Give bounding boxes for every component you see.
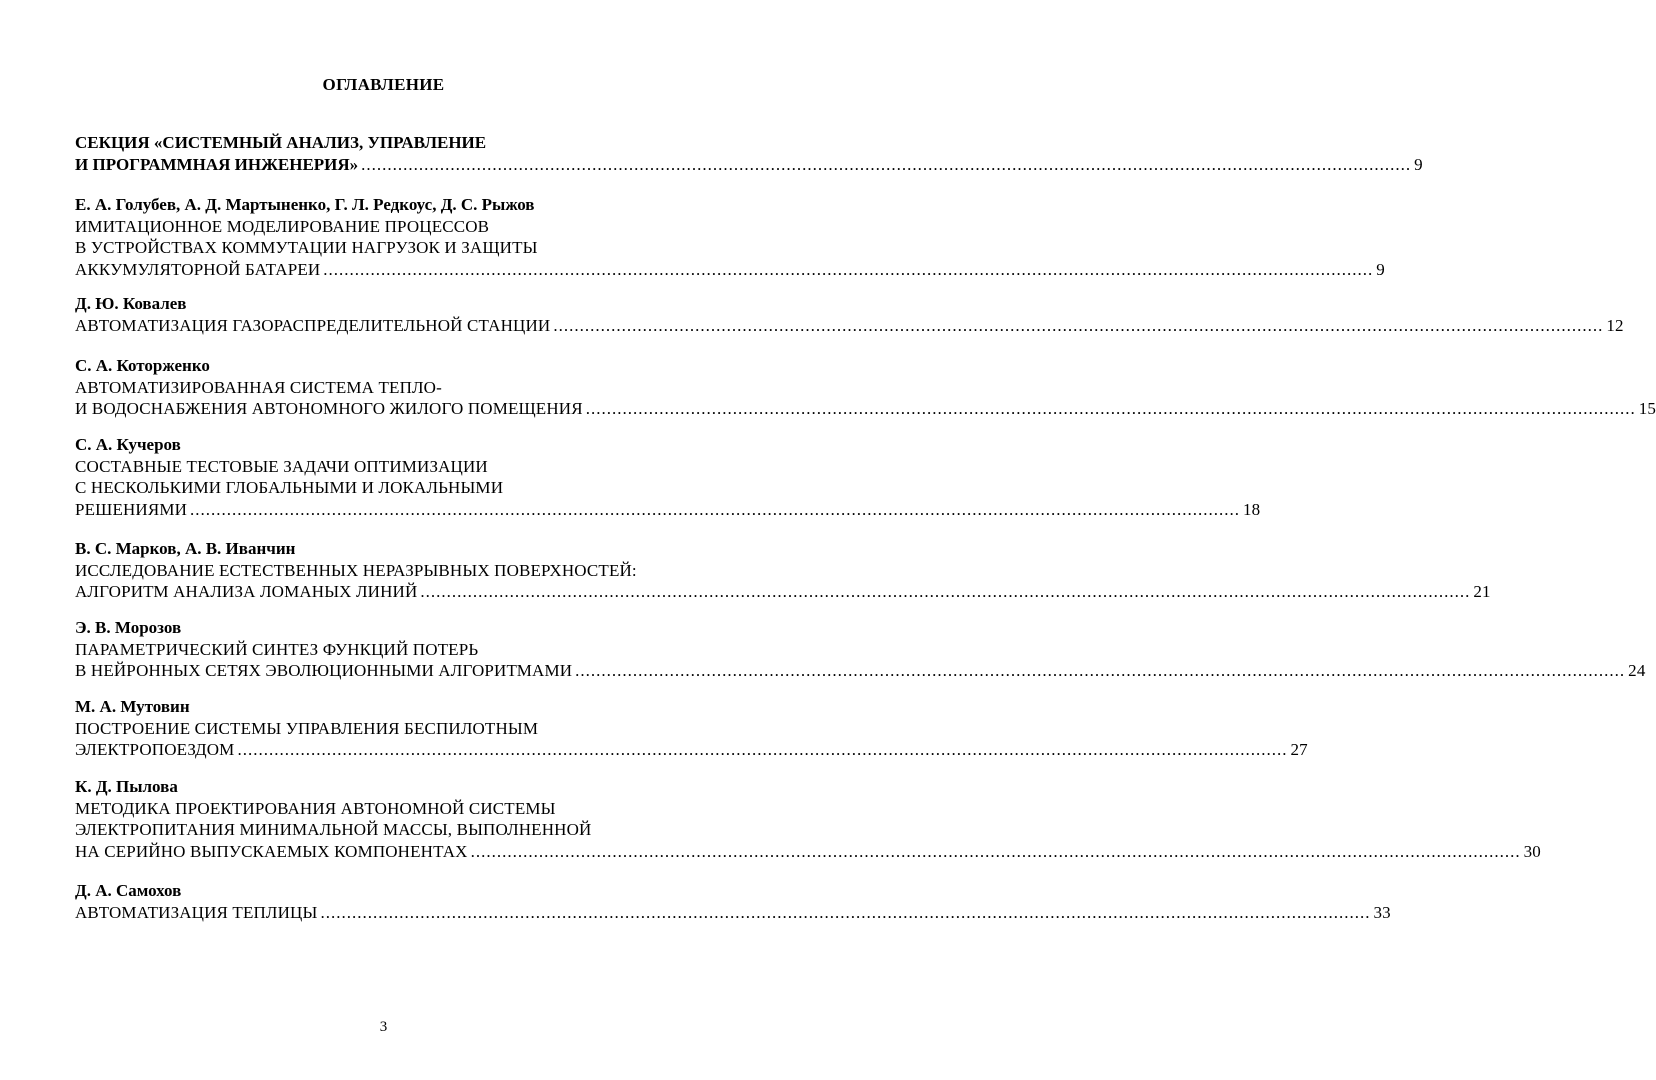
- toc-entry[interactable]: [75, 434, 1261, 520]
- entry-authors: С. А. Которженко: [75, 356, 210, 375]
- dot-leader: ........................................................................................................................................................................................................: [585, 399, 1636, 419]
- entry-title-last-line: [75, 315, 1624, 337]
- entry-title-text: АККУМУЛЯТОРНОЙ БАТАРЕИ: [75, 259, 321, 279]
- entry-title-last-line: [75, 259, 1385, 281]
- entry-title-text: АЛГОРИТМ АНАЛИЗА ЛОМАНЫХ ЛИНИЙ: [75, 582, 418, 602]
- entry-page-number: 30: [1523, 841, 1541, 861]
- entry-title-last-line: [75, 841, 1541, 863]
- entry-page-number: 9: [1376, 259, 1385, 279]
- toc-entry[interactable]: [75, 194, 1385, 280]
- entry-title-last-line: [75, 902, 1391, 924]
- entry-authors: Д. А. Самохов: [75, 881, 182, 900]
- entry-title-line: ПАРАМЕТРИЧЕСКИЙ СИНТЕЗ ФУНКЦИЙ ПОТЕРЬ: [75, 639, 479, 659]
- dot-leader: ........................................................................................................................................................................................................: [361, 154, 1412, 174]
- entry-title-text: НА СЕРИЙНО ВЫПУСКАЕМЫХ КОМПОНЕНТАХ: [75, 841, 468, 861]
- entry-title-line: АВТОМАТИЗИРОВАННАЯ СИСТЕМА ТЕПЛО-: [75, 377, 442, 397]
- entry-title-last-line: [75, 581, 1491, 603]
- toc-entry[interactable]: [75, 880, 1391, 923]
- entry-page-number: 33: [1373, 902, 1391, 922]
- toc-entry[interactable]: [75, 617, 1646, 682]
- entry-page-number: 21: [1473, 582, 1491, 602]
- page-title: ОГЛАВЛЕНИЕ: [322, 75, 445, 94]
- dot-leader: ........................................................................................................................................................................................................: [420, 582, 1471, 602]
- toc-entry[interactable]: [75, 776, 1541, 862]
- section-title-line: СЕКЦИЯ «СИСТЕМНЫЙ АНАЛИЗ, УПРАВЛЕНИЕ: [75, 133, 487, 152]
- toc-section[interactable]: [75, 132, 1423, 175]
- entry-authors: В. С. Марков, А. В. Иванчин: [75, 539, 296, 558]
- dot-leader: ........................................................................................................................................................................................................: [237, 740, 1288, 760]
- document-page: [75, 0, 1656, 1080]
- entry-title-line: С НЕСКОЛЬКИМИ ГЛОБАЛЬНЫМИ И ЛОКАЛЬНЫМИ: [75, 478, 504, 498]
- entry-title-text: АВТОМАТИЗАЦИЯ ГАЗОРАСПРЕДЕЛИТЕЛЬНОЙ СТАНЦИИ: [75, 315, 551, 335]
- entry-title-line: МЕТОДИКА ПРОЕКТИРОВАНИЯ АВТОНОМНОЙ СИСТЕМЫ: [75, 798, 556, 818]
- entry-title-line: ЭЛЕКТРОПИТАНИЯ МИНИМАЛЬНОЙ МАССЫ, ВЫПОЛНЕННОЙ: [75, 820, 592, 840]
- page-number: 3: [379, 1019, 388, 1035]
- section-title-last-line: [75, 154, 1423, 176]
- entry-authors: Э. В. Морозов: [75, 618, 182, 637]
- entry-title-line: ПОСТРОЕНИЕ СИСТЕМЫ УПРАВЛЕНИЯ БЕСПИЛОТНЫМ: [75, 718, 539, 738]
- section-title-text: И ПРОГРАММНАЯ ИНЖЕНЕРИЯ»: [75, 154, 359, 174]
- entry-title-text: РЕШЕНИЯМИ: [75, 499, 188, 519]
- entry-title-text: И ВОДОСНАБЖЕНИЯ АВТОНОМНОГО ЖИЛОГО ПОМЕЩЕНИЯ: [75, 399, 583, 419]
- entry-page-number: 18: [1243, 499, 1261, 519]
- toc-entry[interactable]: [75, 696, 1308, 761]
- toc-entry[interactable]: [75, 293, 1624, 336]
- section-page-number: 9: [1414, 154, 1423, 174]
- dot-leader: ........................................................................................................................................................................................................: [553, 315, 1604, 335]
- dot-leader: ........................................................................................................................................................................................................: [190, 499, 1241, 519]
- toc-entry[interactable]: [75, 538, 1491, 603]
- entry-title-text: АВТОМАТИЗАЦИЯ ТЕПЛИЦЫ: [75, 902, 318, 922]
- dot-leader: ........................................................................................................................................................................................................: [323, 259, 1374, 279]
- entry-authors: Д. Ю. Ковалев: [75, 294, 187, 313]
- entry-authors: К. Д. Пылова: [75, 777, 178, 796]
- entry-title-line: СОСТАВНЫЕ ТЕСТОВЫЕ ЗАДАЧИ ОПТИМИЗАЦИИ: [75, 456, 488, 476]
- toc-entry[interactable]: [75, 355, 1656, 420]
- entry-authors: Е. А. Голубев, А. Д. Мартыненко, Г. Л. Редкоус, Д. С. Рыжов: [75, 195, 535, 214]
- entry-authors: М. А. Мутовин: [75, 697, 190, 716]
- entry-page-number: 12: [1606, 315, 1624, 335]
- entry-title-text: ЭЛЕКТРОПОЕЗДОМ: [75, 740, 235, 760]
- entry-title-last-line: [75, 660, 1646, 682]
- entry-page-number: 24: [1628, 661, 1646, 681]
- dot-leader: ........................................................................................................................................................................................................: [470, 841, 1521, 861]
- entry-page-number: 15: [1638, 399, 1656, 419]
- entry-authors: С. А. Кучеров: [75, 435, 181, 454]
- entry-title-last-line: [75, 398, 1656, 420]
- entry-title-last-line: [75, 499, 1261, 521]
- entry-title-line: В УСТРОЙСТВАХ КОММУТАЦИИ НАГРУЗОК И ЗАЩИТЫ: [75, 238, 538, 258]
- entry-title-line: ИССЛЕДОВАНИЕ ЕСТЕСТВЕННЫХ НЕРАЗРЫВНЫХ ПОВЕРХНОСТЕЙ:: [75, 560, 637, 580]
- entry-title-line: ИМИТАЦИОННОЕ МОДЕЛИРОВАНИЕ ПРОЦЕССОВ: [75, 216, 490, 236]
- dot-leader: ........................................................................................................................................................................................................: [320, 902, 1371, 922]
- entry-page-number: 27: [1290, 740, 1308, 760]
- dot-leader: ........................................................................................................................................................................................................: [575, 661, 1626, 681]
- entry-title-last-line: [75, 739, 1308, 761]
- entry-title-text: В НЕЙРОННЫХ СЕТЯХ ЭВОЛЮЦИОННЫМИ АЛГОРИТМАМИ: [75, 661, 573, 681]
